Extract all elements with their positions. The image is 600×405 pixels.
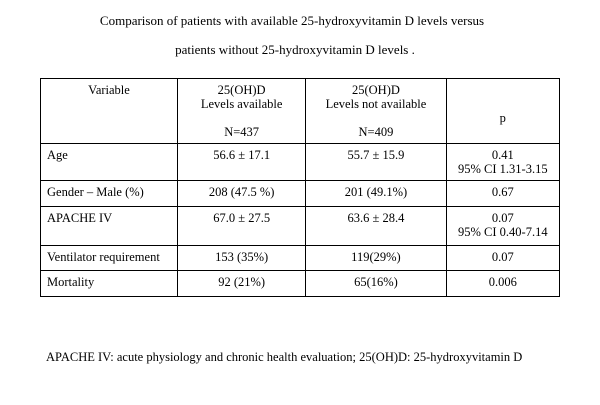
cell-ci: 95% CI 1.31-3.15 [458,162,548,176]
header-levels-not-available [306,79,446,144]
table-row-mortality [41,271,560,297]
cell-variable: Mortality [41,271,178,297]
cell-variable: APACHE IV [41,207,178,246]
table-row-ventilator [41,246,560,271]
cell-available: 56.6 ± 17.1 [178,144,306,181]
header-not-available-line1: 25(OH)D [351,83,400,97]
table-row-gender [41,181,560,207]
cell-not-available: 201 (49.1%) [306,181,446,207]
header-p-label: p [499,111,506,125]
header-available-line1: 25(OH)D [217,83,266,97]
header-available-line2: Levels available [200,97,283,111]
cell-variable: Gender – Male (%) [41,181,178,207]
cell-p-value: 0.41 [491,148,514,162]
cell-not-available: 65(16%) [306,271,446,297]
header-variable: Variable [41,79,178,144]
header-not-available-line2: Levels not available [325,97,427,111]
cell-p [446,246,559,271]
header-levels-available [178,79,306,144]
cell-available: 208 (47.5 %) [178,181,306,207]
cell-p-value: 0.07 [491,250,514,264]
cell-p [446,144,559,181]
table-row-apache [41,207,560,246]
cell-variable: Age [41,144,178,181]
cell-ci: 95% CI 0.40-7.14 [458,225,548,239]
cell-not-available: 63.6 ± 28.4 [306,207,446,246]
cell-p-value: 0.67 [491,185,514,199]
cell-variable: Ventilator requirement [41,246,178,271]
header-p [446,79,559,144]
header-available-n: N=437 [224,125,260,139]
table-header-row [41,79,560,144]
cell-p-value: 0.006 [488,275,517,289]
cell-p-value: 0.07 [491,211,514,225]
cell-available: 153 (35%) [178,246,306,271]
cell-available: 92 (21%) [178,271,306,297]
cell-p [446,181,559,207]
table-row-age [41,144,560,181]
cell-available: 67.0 ± 27.5 [178,207,306,246]
comparison-table [40,78,560,297]
cell-p [446,207,559,246]
table-footnote: APACHE IV: acute physiology and chronic health evaluation; 25(OH)D: 25-hydroxyvitamin D [46,350,523,364]
cell-not-available: 55.7 ± 15.9 [306,144,446,181]
table-title-line-2: patients without 25-hydroxyvitamin D levels . [175,42,415,57]
cell-not-available: 119(29%) [306,246,446,271]
table-title-line-1: Comparison of patients with available 25-hydroxyvitamin D levels versus [99,13,485,28]
header-not-available-n: N=409 [358,125,394,139]
cell-p [446,271,559,297]
